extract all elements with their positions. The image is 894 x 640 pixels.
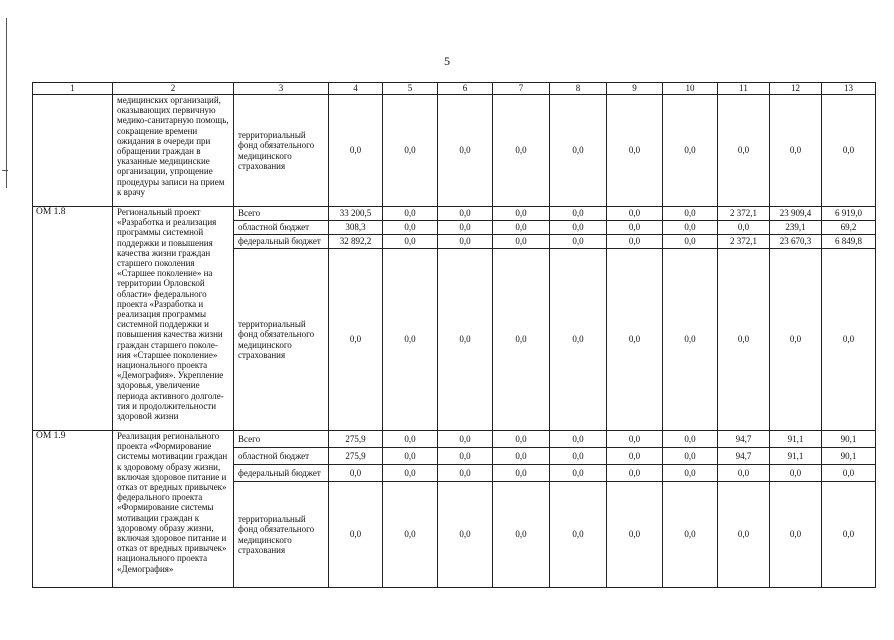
funding-source: территориальный фонд обязательного медицинского страхования (234, 482, 329, 588)
value-cell: 0,0 (383, 465, 438, 482)
funding-source: федеральный бюджет (234, 465, 329, 482)
value-cell: 0,0 (770, 465, 822, 482)
measure-code: ОМ 1.9 (33, 431, 113, 588)
value-cell: 0,0 (438, 482, 493, 588)
col-header: 5 (383, 83, 438, 95)
value-cell: 0,0 (663, 431, 718, 448)
col-header: 7 (493, 83, 550, 95)
value-cell: 0,0 (663, 235, 718, 249)
value-cell: 0,0 (438, 207, 493, 221)
value-cell: 94,7 (718, 448, 770, 465)
value-cell: 0,0 (822, 249, 876, 431)
funding-source: федеральный бюджет (234, 235, 329, 249)
value-cell: 69,2 (822, 221, 876, 235)
value-cell: 2 372,1 (718, 235, 770, 249)
value-cell: 0,0 (383, 482, 438, 588)
value-cell: 0,0 (550, 465, 607, 482)
col-header: 10 (663, 83, 718, 95)
measure-description: Региональный проект «Разработка и реализация программы системной поддержки и повышения качества жизни граждан старшего поколения «Старшее поколение» на территории Орловской области» федерального проекта «Разработка и реализация программы системной поддержки и повышения качества жизни граждан старшего поколе-ния «Старшее поколение» национального проекта «Демография». Укрепление здоровья, увеличение периода активного долголе-тия и продолжительности здоровой жизни (113, 207, 234, 431)
value-cell: 33 200,5 (329, 207, 383, 221)
value-cell: 2 372,1 (718, 207, 770, 221)
value-cell: 0,0 (383, 221, 438, 235)
value-cell: 0,0 (438, 465, 493, 482)
table-row (33, 207, 876, 221)
value-cell: 0,0 (550, 221, 607, 235)
page-number: 5 (444, 54, 450, 68)
col-header: 6 (438, 83, 493, 95)
value-cell: 0,0 (663, 221, 718, 235)
value-cell: 0,0 (329, 249, 383, 431)
col-header: 2 (113, 83, 234, 95)
funding-source: областной бюджет (234, 448, 329, 465)
value-cell: 0,0 (718, 249, 770, 431)
value-cell: 0,0 (329, 465, 383, 482)
value-cell: 0,0 (493, 431, 550, 448)
value-cell: 0,0 (770, 95, 822, 207)
value-cell: 0,0 (438, 448, 493, 465)
value-cell: 0,0 (770, 482, 822, 588)
value-cell: 0,0 (438, 235, 493, 249)
value-cell: 0,0 (550, 448, 607, 465)
value-cell: 0,0 (550, 207, 607, 221)
value-cell: 6 919,0 (822, 207, 876, 221)
value-cell: 0,0 (383, 235, 438, 249)
col-header: 3 (234, 83, 329, 95)
value-cell: 0,0 (550, 249, 607, 431)
value-cell: 90,1 (822, 431, 876, 448)
value-cell: 0,0 (550, 235, 607, 249)
col-header: 11 (718, 83, 770, 95)
value-cell: 0,0 (663, 207, 718, 221)
funding-source: Всего (234, 431, 329, 448)
value-cell: 0,0 (383, 95, 438, 207)
measure-code: ОМ 1.8 (33, 207, 113, 431)
value-cell: 0,0 (550, 95, 607, 207)
measure-code (33, 95, 113, 207)
value-cell: 0,0 (438, 431, 493, 448)
value-cell: 0,0 (438, 95, 493, 207)
value-cell: 0,0 (607, 431, 663, 448)
value-cell: 0,0 (550, 431, 607, 448)
value-cell: 0,0 (493, 465, 550, 482)
value-cell: 0,0 (770, 249, 822, 431)
value-cell: 91,1 (770, 431, 822, 448)
value-cell: 23 909,4 (770, 207, 822, 221)
value-cell: 239,1 (770, 221, 822, 235)
funding-source: областной бюджет (234, 221, 329, 235)
value-cell: 0,0 (493, 95, 550, 207)
col-header: 12 (770, 83, 822, 95)
header-row (33, 83, 876, 95)
value-cell: 0,0 (718, 221, 770, 235)
value-cell: 0,0 (607, 235, 663, 249)
value-cell: 0,0 (493, 249, 550, 431)
value-cell: 275,9 (329, 431, 383, 448)
value-cell: 0,0 (493, 482, 550, 588)
table-row (33, 431, 876, 448)
value-cell: 0,0 (607, 207, 663, 221)
value-cell: 275,9 (329, 448, 383, 465)
value-cell: 0,0 (329, 482, 383, 588)
value-cell: 91,1 (770, 448, 822, 465)
value-cell: 0,0 (663, 448, 718, 465)
measure-description: медицинских организаций, оказывающих первичную медико-санитарную помощь, сокращение времени ожидания в очереди при обращении граждан в указанные медицинские организации, упрощение процедуры записи на прием к врачу (113, 95, 234, 207)
funding-source: Всего (234, 207, 329, 221)
value-cell: 90,1 (822, 448, 876, 465)
funding-source: территориальный фонд обязательного медицинского страхования (234, 249, 329, 431)
value-cell: 0,0 (607, 482, 663, 588)
value-cell: 94,7 (718, 431, 770, 448)
value-cell: 0,0 (438, 249, 493, 431)
value-cell: 0,0 (607, 465, 663, 482)
value-cell: 0,0 (607, 221, 663, 235)
value-cell: 0,0 (822, 95, 876, 207)
value-cell: 0,0 (663, 95, 718, 207)
margin-tick (2, 170, 8, 171)
measure-description: Реализация регионального проекта «Формирование системы мотивации граждан к здоровому образу жизни, включая здоровое питание и отказ от вредных привычек» федерального проекта «Формирование системы мотивации граждан к здоровому образу жизни, включая здоровое питание и отказ от вредных привычек» национального проекта «Демография» (113, 431, 234, 588)
margin-line (6, 18, 7, 188)
table-row (33, 95, 876, 207)
value-cell: 0,0 (607, 95, 663, 207)
value-cell: 0,0 (718, 465, 770, 482)
value-cell: 0,0 (383, 431, 438, 448)
col-header: 4 (329, 83, 383, 95)
value-cell: 0,0 (383, 207, 438, 221)
value-cell: 0,0 (438, 221, 493, 235)
value-cell: 0,0 (607, 249, 663, 431)
col-header: 13 (822, 83, 876, 95)
value-cell: 6 849,8 (822, 235, 876, 249)
value-cell: 0,0 (663, 465, 718, 482)
value-cell: 308,3 (329, 221, 383, 235)
value-cell: 0,0 (493, 221, 550, 235)
col-header: 1 (33, 83, 113, 95)
value-cell: 0,0 (822, 465, 876, 482)
value-cell: 0,0 (822, 482, 876, 588)
value-cell: 0,0 (383, 448, 438, 465)
value-cell: 0,0 (607, 448, 663, 465)
funding-source: территориальный фонд обязательного медицинского страхования (234, 95, 329, 207)
value-cell: 0,0 (718, 482, 770, 588)
value-cell: 0,0 (383, 249, 438, 431)
col-header: 8 (550, 83, 607, 95)
value-cell: 0,0 (718, 95, 770, 207)
value-cell: 0,0 (493, 448, 550, 465)
value-cell: 0,0 (663, 482, 718, 588)
value-cell: 0,0 (663, 249, 718, 431)
value-cell: 0,0 (329, 95, 383, 207)
value-cell: 0,0 (493, 207, 550, 221)
value-cell: 23 670,3 (770, 235, 822, 249)
value-cell: 32 892,2 (329, 235, 383, 249)
budget-table (32, 82, 876, 588)
col-header: 9 (607, 83, 663, 95)
value-cell: 0,0 (493, 235, 550, 249)
value-cell: 0,0 (550, 482, 607, 588)
